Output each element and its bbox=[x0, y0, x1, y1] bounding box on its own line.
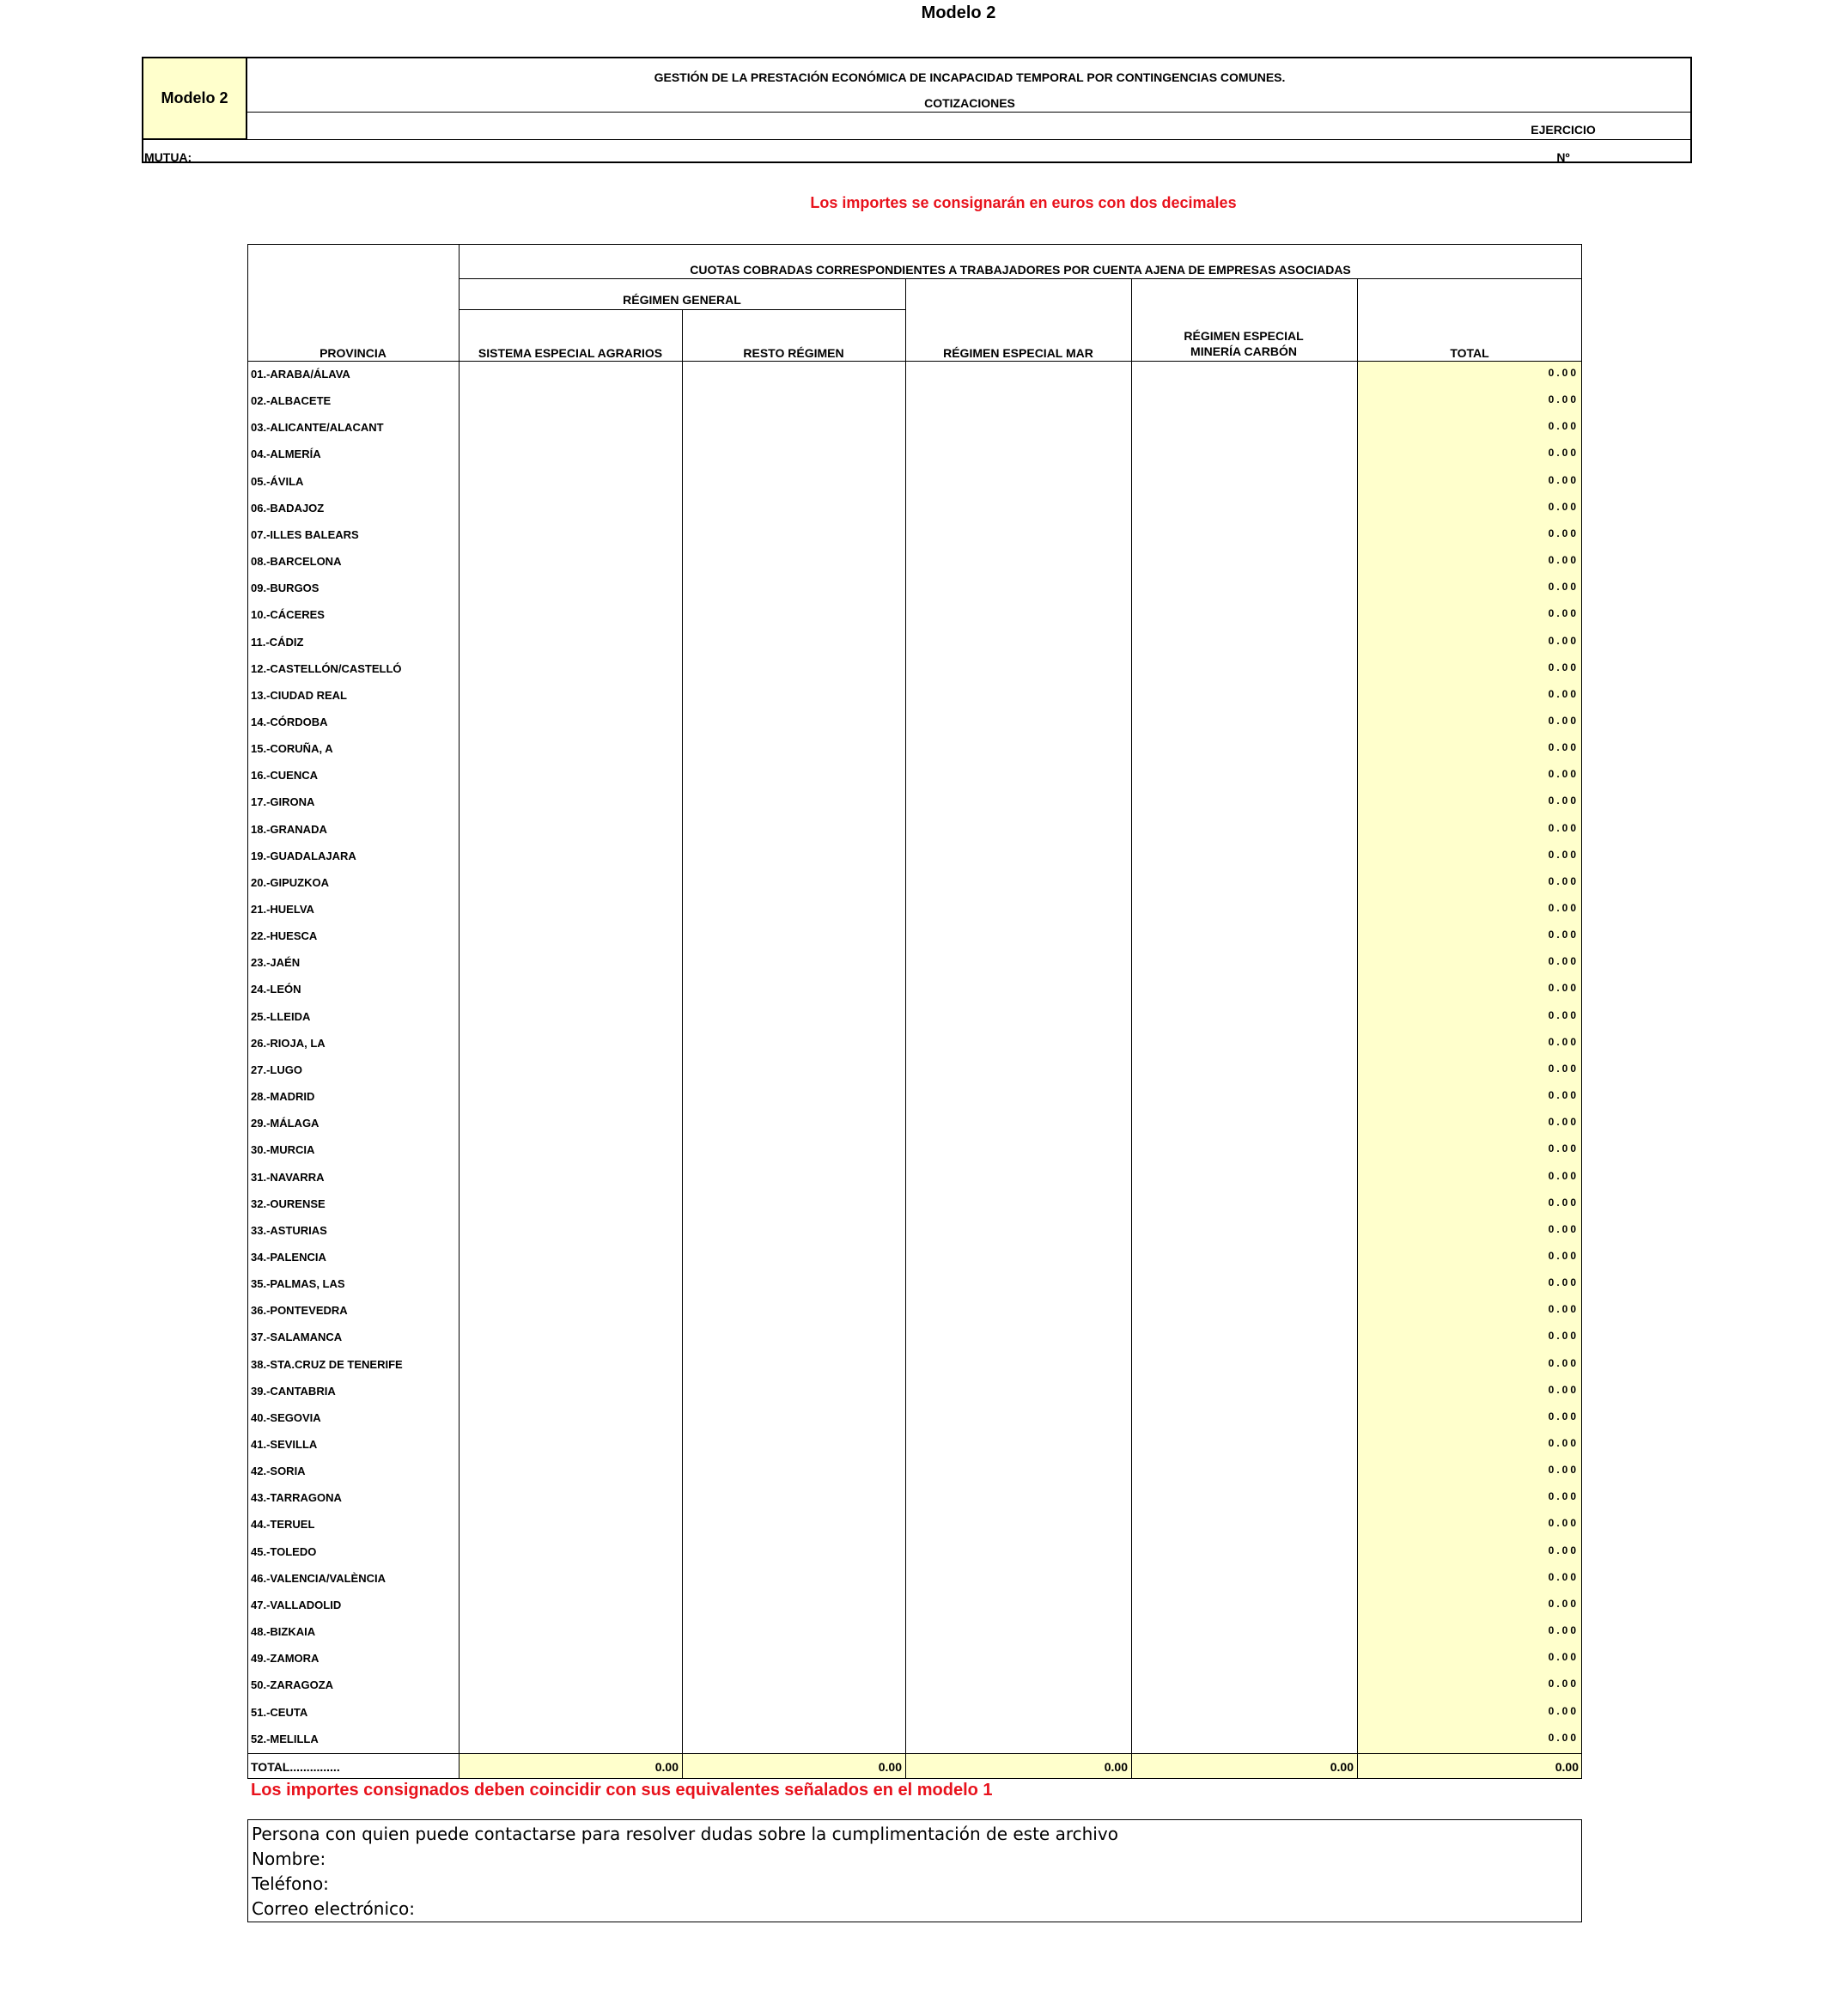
row-total-cell: 0.00 bbox=[1548, 902, 1579, 914]
contact-telefono: Teléfono: bbox=[252, 1873, 329, 1894]
table-row bbox=[247, 1057, 1582, 1083]
group-header: CUOTAS COBRADAS CORRESPONDIENTES A TRABAJADORES POR CUENTA AJENA DE EMPRESAS ASOCIADAS bbox=[690, 263, 1351, 277]
provincia-cell: 48.-BIZKAIA bbox=[251, 1625, 316, 1639]
row-total-cell: 0.00 bbox=[1548, 768, 1579, 781]
table-row bbox=[247, 548, 1582, 575]
row-total-cell: 0.00 bbox=[1548, 1035, 1579, 1048]
table-row bbox=[247, 816, 1582, 843]
row-total-cell: 0.00 bbox=[1548, 1330, 1579, 1343]
table-row bbox=[247, 1030, 1582, 1057]
table-row bbox=[247, 1618, 1582, 1645]
provincia-cell: 41.-SEVILLA bbox=[251, 1438, 318, 1451]
row-total-cell: 0.00 bbox=[1548, 1196, 1579, 1209]
provincia-cell: 18.-GRANADA bbox=[251, 822, 327, 836]
total-mineria: 0.00 bbox=[1330, 1760, 1354, 1774]
provincia-cell: 50.-ZARAGOZA bbox=[251, 1678, 334, 1692]
total-general: 0.00 bbox=[1555, 1760, 1579, 1774]
provincia-cell: 51.-CEUTA bbox=[251, 1705, 308, 1719]
row-total-cell: 0.00 bbox=[1548, 1490, 1579, 1503]
row-total-cell: 0.00 bbox=[1548, 1731, 1579, 1744]
provincia-cell: 22.-HUESCA bbox=[251, 929, 318, 943]
row-total-cell: 0.00 bbox=[1548, 1062, 1579, 1075]
row-total-cell: 0.00 bbox=[1548, 1222, 1579, 1235]
modelo-label: Modelo 2 bbox=[161, 89, 228, 107]
col-header-mar: RÉGIMEN ESPECIAL MAR bbox=[943, 346, 1093, 360]
row-total-cell: 0.00 bbox=[1548, 420, 1579, 433]
provincia-cell: 34.-PALENCIA bbox=[251, 1250, 326, 1264]
provincia-cell: 27.-LUGO bbox=[251, 1063, 302, 1076]
provincia-cell: 10.-CÁCERES bbox=[251, 608, 325, 622]
row-total-cell: 0.00 bbox=[1548, 1678, 1579, 1690]
provincia-cell: 17.-GIRONA bbox=[251, 795, 315, 809]
notice-decimals: Los importes se consignarán en euros con dos decimales bbox=[810, 194, 1237, 211]
table-row bbox=[247, 843, 1582, 869]
table-row bbox=[247, 1538, 1582, 1565]
row-total-cell: 0.00 bbox=[1548, 1356, 1579, 1369]
row-total-cell: 0.00 bbox=[1548, 447, 1579, 460]
total-agrarios: 0.00 bbox=[654, 1760, 679, 1774]
provincia-cell: 49.-ZAMORA bbox=[251, 1652, 320, 1666]
page-title: Modelo 2 bbox=[921, 3, 996, 22]
table-row bbox=[247, 441, 1582, 467]
row-total-cell: 0.00 bbox=[1548, 1089, 1579, 1102]
contact-correo: Correo electrónico: bbox=[252, 1898, 415, 1919]
provincia-cell: 45.-TOLEDO bbox=[251, 1544, 317, 1558]
row-total-cell: 0.00 bbox=[1548, 500, 1579, 513]
row-total-cell: 0.00 bbox=[1548, 1008, 1579, 1021]
table-row bbox=[247, 682, 1582, 709]
table-row bbox=[247, 575, 1582, 601]
provincia-cell: 06.-BADAJOZ bbox=[251, 501, 325, 515]
table-row bbox=[247, 1726, 1582, 1752]
table-row bbox=[247, 1458, 1582, 1484]
modelo-label-cell bbox=[142, 57, 247, 140]
table-row bbox=[247, 1217, 1582, 1244]
total-resto: 0.00 bbox=[878, 1760, 902, 1774]
total-mar: 0.00 bbox=[1104, 1760, 1128, 1774]
table-row bbox=[247, 709, 1582, 735]
row-total-cell: 0.00 bbox=[1548, 1410, 1579, 1422]
table-row bbox=[247, 1244, 1582, 1270]
row-total-cell: 0.00 bbox=[1548, 1116, 1579, 1129]
provincia-cell: 08.-BARCELONA bbox=[251, 555, 342, 569]
row-total-cell: 0.00 bbox=[1548, 1704, 1579, 1717]
provincia-cell: 38.-STA.CRUZ DE TENERIFE bbox=[251, 1357, 403, 1371]
table-row bbox=[247, 1136, 1582, 1163]
provincia-cell: 01.-ARABA/ÁLAVA bbox=[251, 368, 350, 381]
row-total-cell: 0.00 bbox=[1548, 1169, 1579, 1182]
provincia-cell: 36.-PONTEVEDRA bbox=[251, 1304, 348, 1318]
row-total-cell: 0.00 bbox=[1548, 527, 1579, 539]
provincia-cell: 13.-CIUDAD REAL bbox=[251, 688, 347, 702]
provincia-cell: 24.-LEÓN bbox=[251, 983, 301, 996]
table-row bbox=[247, 1351, 1582, 1378]
table-row bbox=[247, 1324, 1582, 1350]
row-total-cell: 0.00 bbox=[1548, 554, 1579, 567]
provincia-cell: 19.-GUADALAJARA bbox=[251, 849, 356, 862]
ejercicio-label: EJERCICIO bbox=[1531, 123, 1596, 137]
row-total-cell: 0.00 bbox=[1548, 1464, 1579, 1477]
provincia-cell: 07.-ILLES BALEARS bbox=[251, 527, 359, 541]
col-header-total: TOTAL bbox=[1450, 346, 1489, 360]
provincia-cell: 21.-HUELVA bbox=[251, 903, 314, 916]
provincia-cell: 02.-ALBACETE bbox=[251, 394, 332, 408]
header-title: GESTIÓN DE LA PRESTACIÓN ECONÓMICA DE INCAPACIDAD TEMPORAL POR CONTINGENCIAS COMUNES. bbox=[654, 70, 1286, 84]
row-total-cell: 0.00 bbox=[1548, 1597, 1579, 1610]
table-row bbox=[247, 762, 1582, 789]
table-row bbox=[247, 1270, 1582, 1297]
provincia-cell: 40.-SEGOVIA bbox=[251, 1410, 321, 1424]
table-row bbox=[247, 1003, 1582, 1030]
col-header-provincia: PROVINCIA bbox=[320, 346, 387, 360]
row-total-cell: 0.00 bbox=[1548, 1303, 1579, 1316]
provincia-cell: 47.-VALLADOLID bbox=[251, 1598, 342, 1611]
table-row bbox=[247, 1645, 1582, 1672]
provincia-cell: 52.-MELILLA bbox=[251, 1732, 319, 1745]
table-row bbox=[247, 1191, 1582, 1217]
provincia-cell: 03.-ALICANTE/ALACANT bbox=[251, 421, 384, 435]
provincia-cell: 39.-CANTABRIA bbox=[251, 1384, 336, 1398]
provincia-cell: 15.-CORUÑA, A bbox=[251, 742, 333, 756]
totals-label: TOTAL............... bbox=[251, 1760, 340, 1774]
table-row bbox=[247, 468, 1582, 495]
col-header-agrarios: SISTEMA ESPECIAL AGRARIOS bbox=[478, 346, 663, 360]
row-total-cell: 0.00 bbox=[1548, 1570, 1579, 1583]
table-row bbox=[247, 1164, 1582, 1191]
provincia-cell: 04.-ALMERÍA bbox=[251, 448, 321, 461]
table-row bbox=[247, 1404, 1582, 1431]
row-total-cell: 0.00 bbox=[1548, 687, 1579, 700]
table-row bbox=[247, 1431, 1582, 1458]
table-row bbox=[247, 1592, 1582, 1618]
header-divider bbox=[247, 112, 1692, 113]
row-total-cell: 0.00 bbox=[1548, 821, 1579, 834]
table-row bbox=[247, 1565, 1582, 1592]
row-total-cell: 0.00 bbox=[1548, 714, 1579, 727]
col-header-mineria: RÉGIMEN ESPECIAL MINERÍA CARBÓN bbox=[1184, 329, 1304, 358]
table-row bbox=[247, 414, 1582, 441]
table-row bbox=[247, 1083, 1582, 1110]
table-row bbox=[247, 923, 1582, 949]
row-total-cell: 0.00 bbox=[1548, 1437, 1579, 1449]
header-subtitle: COTIZACIONES bbox=[924, 96, 1015, 110]
row-total-cell: 0.00 bbox=[1548, 607, 1579, 620]
provincia-cell: 26.-RIOJA, LA bbox=[251, 1036, 326, 1050]
table-row bbox=[247, 1511, 1582, 1538]
table-row bbox=[247, 629, 1582, 655]
provincia-cell: 46.-VALENCIA/VALÈNCIA bbox=[251, 1571, 386, 1585]
provincia-cell: 11.-CÁDIZ bbox=[251, 635, 304, 649]
row-total-cell: 0.00 bbox=[1548, 661, 1579, 673]
provincia-cell: 16.-CUENCA bbox=[251, 769, 319, 783]
provincia-cell: 37.-SALAMANCA bbox=[251, 1331, 343, 1344]
provincia-cell: 30.-MURCIA bbox=[251, 1143, 315, 1157]
provincia-cell: 23.-JAÉN bbox=[251, 956, 301, 970]
row-total-cell: 0.00 bbox=[1548, 1276, 1579, 1289]
row-total-cell: 0.00 bbox=[1548, 795, 1579, 807]
row-total-cell: 0.00 bbox=[1548, 1249, 1579, 1262]
row-total-cell: 0.00 bbox=[1548, 874, 1579, 887]
provincia-cell: 20.-GIPUZKOA bbox=[251, 875, 330, 889]
row-total-cell: 0.00 bbox=[1548, 581, 1579, 594]
notice-modelo1: Los importes consignados deben coincidir con sus equivalentes señalados en el modelo 1 bbox=[251, 1781, 993, 1800]
table-row bbox=[247, 735, 1582, 762]
header-divider bbox=[142, 139, 1692, 140]
row-total-cell: 0.00 bbox=[1548, 1383, 1579, 1396]
table-row bbox=[247, 1297, 1582, 1324]
contact-nombre: Nombre: bbox=[252, 1849, 326, 1869]
table-row bbox=[247, 789, 1582, 815]
table-row bbox=[247, 495, 1582, 521]
table-row bbox=[247, 655, 1582, 682]
provincia-cell: 14.-CÓRDOBA bbox=[251, 715, 328, 728]
numero-label: Nº bbox=[1556, 150, 1570, 164]
provincia-cell: 28.-MADRID bbox=[251, 1090, 315, 1104]
provincia-cell: 32.-OURENSE bbox=[251, 1197, 326, 1210]
provincia-cell: 35.-PALMAS, LAS bbox=[251, 1277, 345, 1291]
row-total-cell: 0.00 bbox=[1548, 1142, 1579, 1155]
provincia-cell: 31.-NAVARRA bbox=[251, 1170, 325, 1184]
col-header-resto: RESTO RÉGIMEN bbox=[743, 346, 844, 360]
row-total-cell: 0.00 bbox=[1548, 367, 1579, 379]
provincia-cell: 43.-TARRAGONA bbox=[251, 1491, 342, 1505]
provincia-cell: 29.-MÁLAGA bbox=[251, 1117, 320, 1130]
mutua-label: MUTUA: bbox=[144, 150, 192, 164]
table-row bbox=[247, 521, 1582, 548]
row-total-cell: 0.00 bbox=[1548, 393, 1579, 406]
table-row bbox=[247, 1378, 1582, 1404]
row-total-cell: 0.00 bbox=[1548, 982, 1579, 995]
provincia-cell: 33.-ASTURIAS bbox=[251, 1223, 327, 1237]
provincia-cell: 42.-SORIA bbox=[251, 1465, 306, 1478]
table-row bbox=[247, 387, 1582, 414]
row-total-cell: 0.00 bbox=[1548, 1544, 1579, 1556]
table-row bbox=[247, 949, 1582, 976]
row-total-cell: 0.00 bbox=[1548, 634, 1579, 647]
row-total-cell: 0.00 bbox=[1548, 741, 1579, 754]
row-total-cell: 0.00 bbox=[1548, 929, 1579, 941]
contact-box bbox=[247, 1819, 1582, 1922]
table-row bbox=[247, 976, 1582, 1002]
row-total-cell: 0.00 bbox=[1548, 473, 1579, 486]
row-total-cell: 0.00 bbox=[1548, 1517, 1579, 1530]
provincia-cell: 44.-TERUEL bbox=[251, 1518, 315, 1532]
row-total-cell: 0.00 bbox=[1548, 955, 1579, 968]
contact-intro: Persona con quien puede contactarse para resolver dudas sobre la cumplimentación de este archivo bbox=[252, 1824, 1118, 1844]
provincia-cell: 25.-LLEIDA bbox=[251, 1009, 311, 1023]
table-row bbox=[247, 1484, 1582, 1511]
table-row bbox=[247, 896, 1582, 923]
table-row bbox=[247, 361, 1582, 387]
row-total-cell: 0.00 bbox=[1548, 1624, 1579, 1637]
row-total-cell: 0.00 bbox=[1548, 848, 1579, 861]
table-row bbox=[247, 869, 1582, 896]
regimen-general-header: RÉGIMEN GENERAL bbox=[623, 293, 741, 307]
provincia-cell: 12.-CASTELLÓN/CASTELLÓ bbox=[251, 661, 402, 675]
table-row bbox=[247, 1672, 1582, 1698]
table-row bbox=[247, 1110, 1582, 1136]
table-row bbox=[247, 1699, 1582, 1726]
table-row bbox=[247, 601, 1582, 628]
row-total-cell: 0.00 bbox=[1548, 1651, 1579, 1664]
provincia-cell: 05.-ÁVILA bbox=[251, 474, 304, 488]
cotizaciones-table bbox=[247, 244, 1582, 1779]
provincia-cell: 09.-BURGOS bbox=[251, 582, 320, 595]
